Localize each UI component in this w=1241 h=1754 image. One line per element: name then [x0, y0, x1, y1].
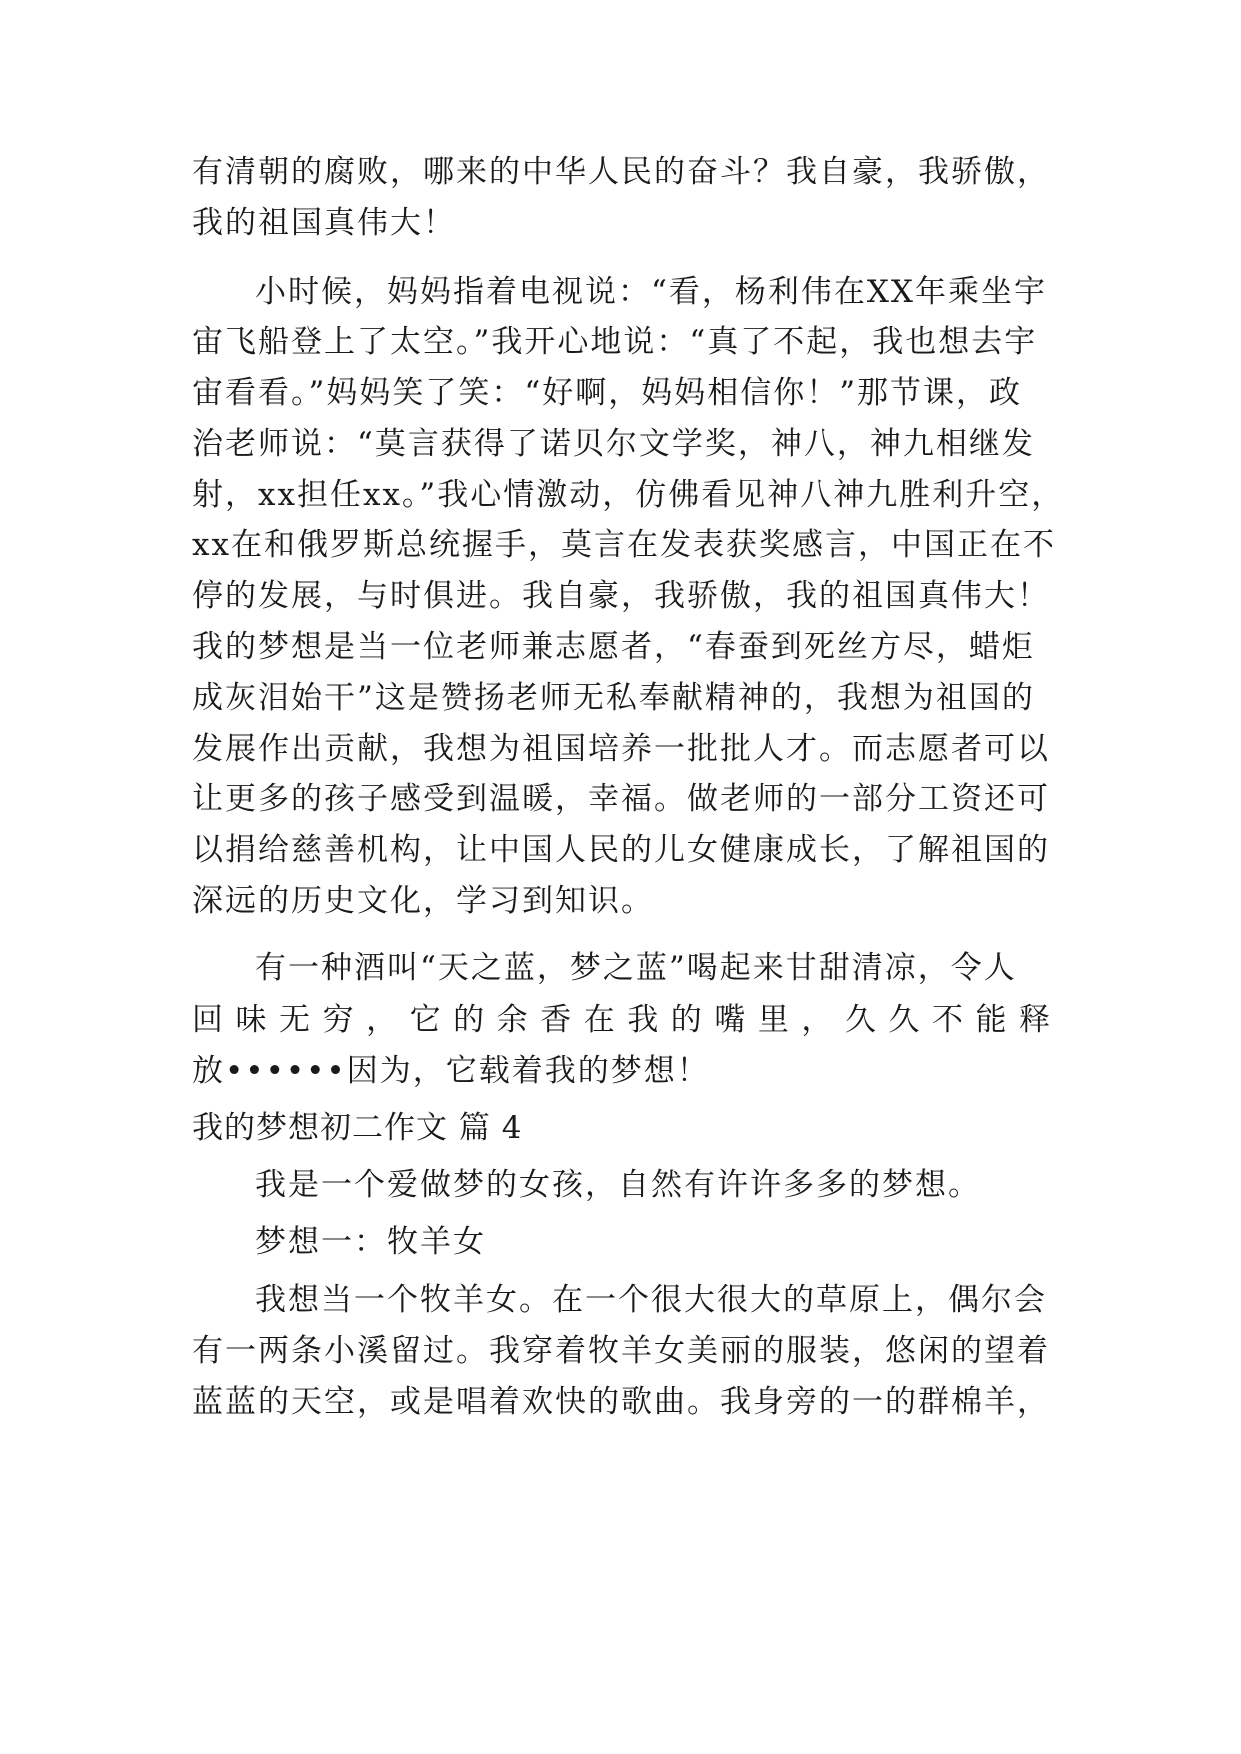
- text-line: 有一两条小溪留过。我穿着牧羊女美丽的服装，悠闲的望着: [192, 1333, 1050, 1369]
- paragraph-first-line: 我想当一个牧羊女。在一个很大很大的草原上，偶尔会: [255, 1282, 1047, 1318]
- text-line: 让更多的孩子感受到温暖，幸福。做老师的一部分工资还可: [192, 781, 1050, 817]
- text-line: 宙飞船登上了太空。”我开心地说：“真了不起，我也想去宇: [192, 324, 1038, 360]
- text-line: 治老师说：“莫言获得了诺贝尔文学奖，神八，神九相继发: [192, 426, 1035, 462]
- text-line: 有清朝的腐败，哪来的中华人民的奋斗？我自豪，我骄傲，: [192, 154, 1050, 190]
- text-line: 射，xx担任xx。”我心情激动，仿佛看见神八神九胜利升空，: [192, 477, 1065, 513]
- section-heading: 我的梦想初二作文 篇 4: [192, 1110, 523, 1146]
- text-line: 蓝蓝的天空，或是唱着欢快的歌曲。我身旁的一的群棉羊，: [192, 1384, 1050, 1420]
- text-line: 成灰泪始干”这是赞扬老师无私奉献精神的，我想为祖国的: [192, 680, 1035, 716]
- text-line: 我的祖国真伟大！: [192, 205, 456, 241]
- paragraph-first-line: 我是一个爱做梦的女孩，自然有许许多多的梦想。: [255, 1167, 981, 1203]
- text-line: 发展作出贡献，我想为祖国培养一批批人才。而志愿者可以: [192, 731, 1050, 767]
- text-line: 回味无穷，它的余香在我的嘴里，久久不能释: [192, 1002, 1052, 1038]
- subheading: 梦想一：牧羊女: [255, 1224, 486, 1260]
- paragraph-first-line: 有一种酒叫“天之蓝，梦之蓝”喝起来甘甜清凉，令人: [255, 950, 1017, 986]
- text-line: 深远的历史文化，学习到知识。: [192, 883, 654, 919]
- text-line: 停的发展，与时俱进。我自豪，我骄傲，我的祖国真伟大！: [192, 578, 1050, 614]
- text-line: 宙看看。”妈妈笑了笑：“好啊，妈妈相信你！”那节课，政: [192, 375, 1023, 411]
- text-line: xx在和俄罗斯总统握手，莫言在发表获奖感言，中国正在不: [192, 527, 1056, 563]
- text-line: 我的梦想是当一位老师兼志愿者，“春蚕到死丝方尽，蜡炬: [192, 629, 1035, 665]
- text-line: 以捐给慈善机构，让中国人民的儿女健康成长，了解祖国的: [192, 832, 1050, 868]
- text-line: 放••••••因为，它载着我的梦想！: [192, 1053, 710, 1089]
- paragraph-first-line: 小时候，妈妈指着电视说：“看，杨利伟在XX年乘坐宇: [255, 274, 1047, 310]
